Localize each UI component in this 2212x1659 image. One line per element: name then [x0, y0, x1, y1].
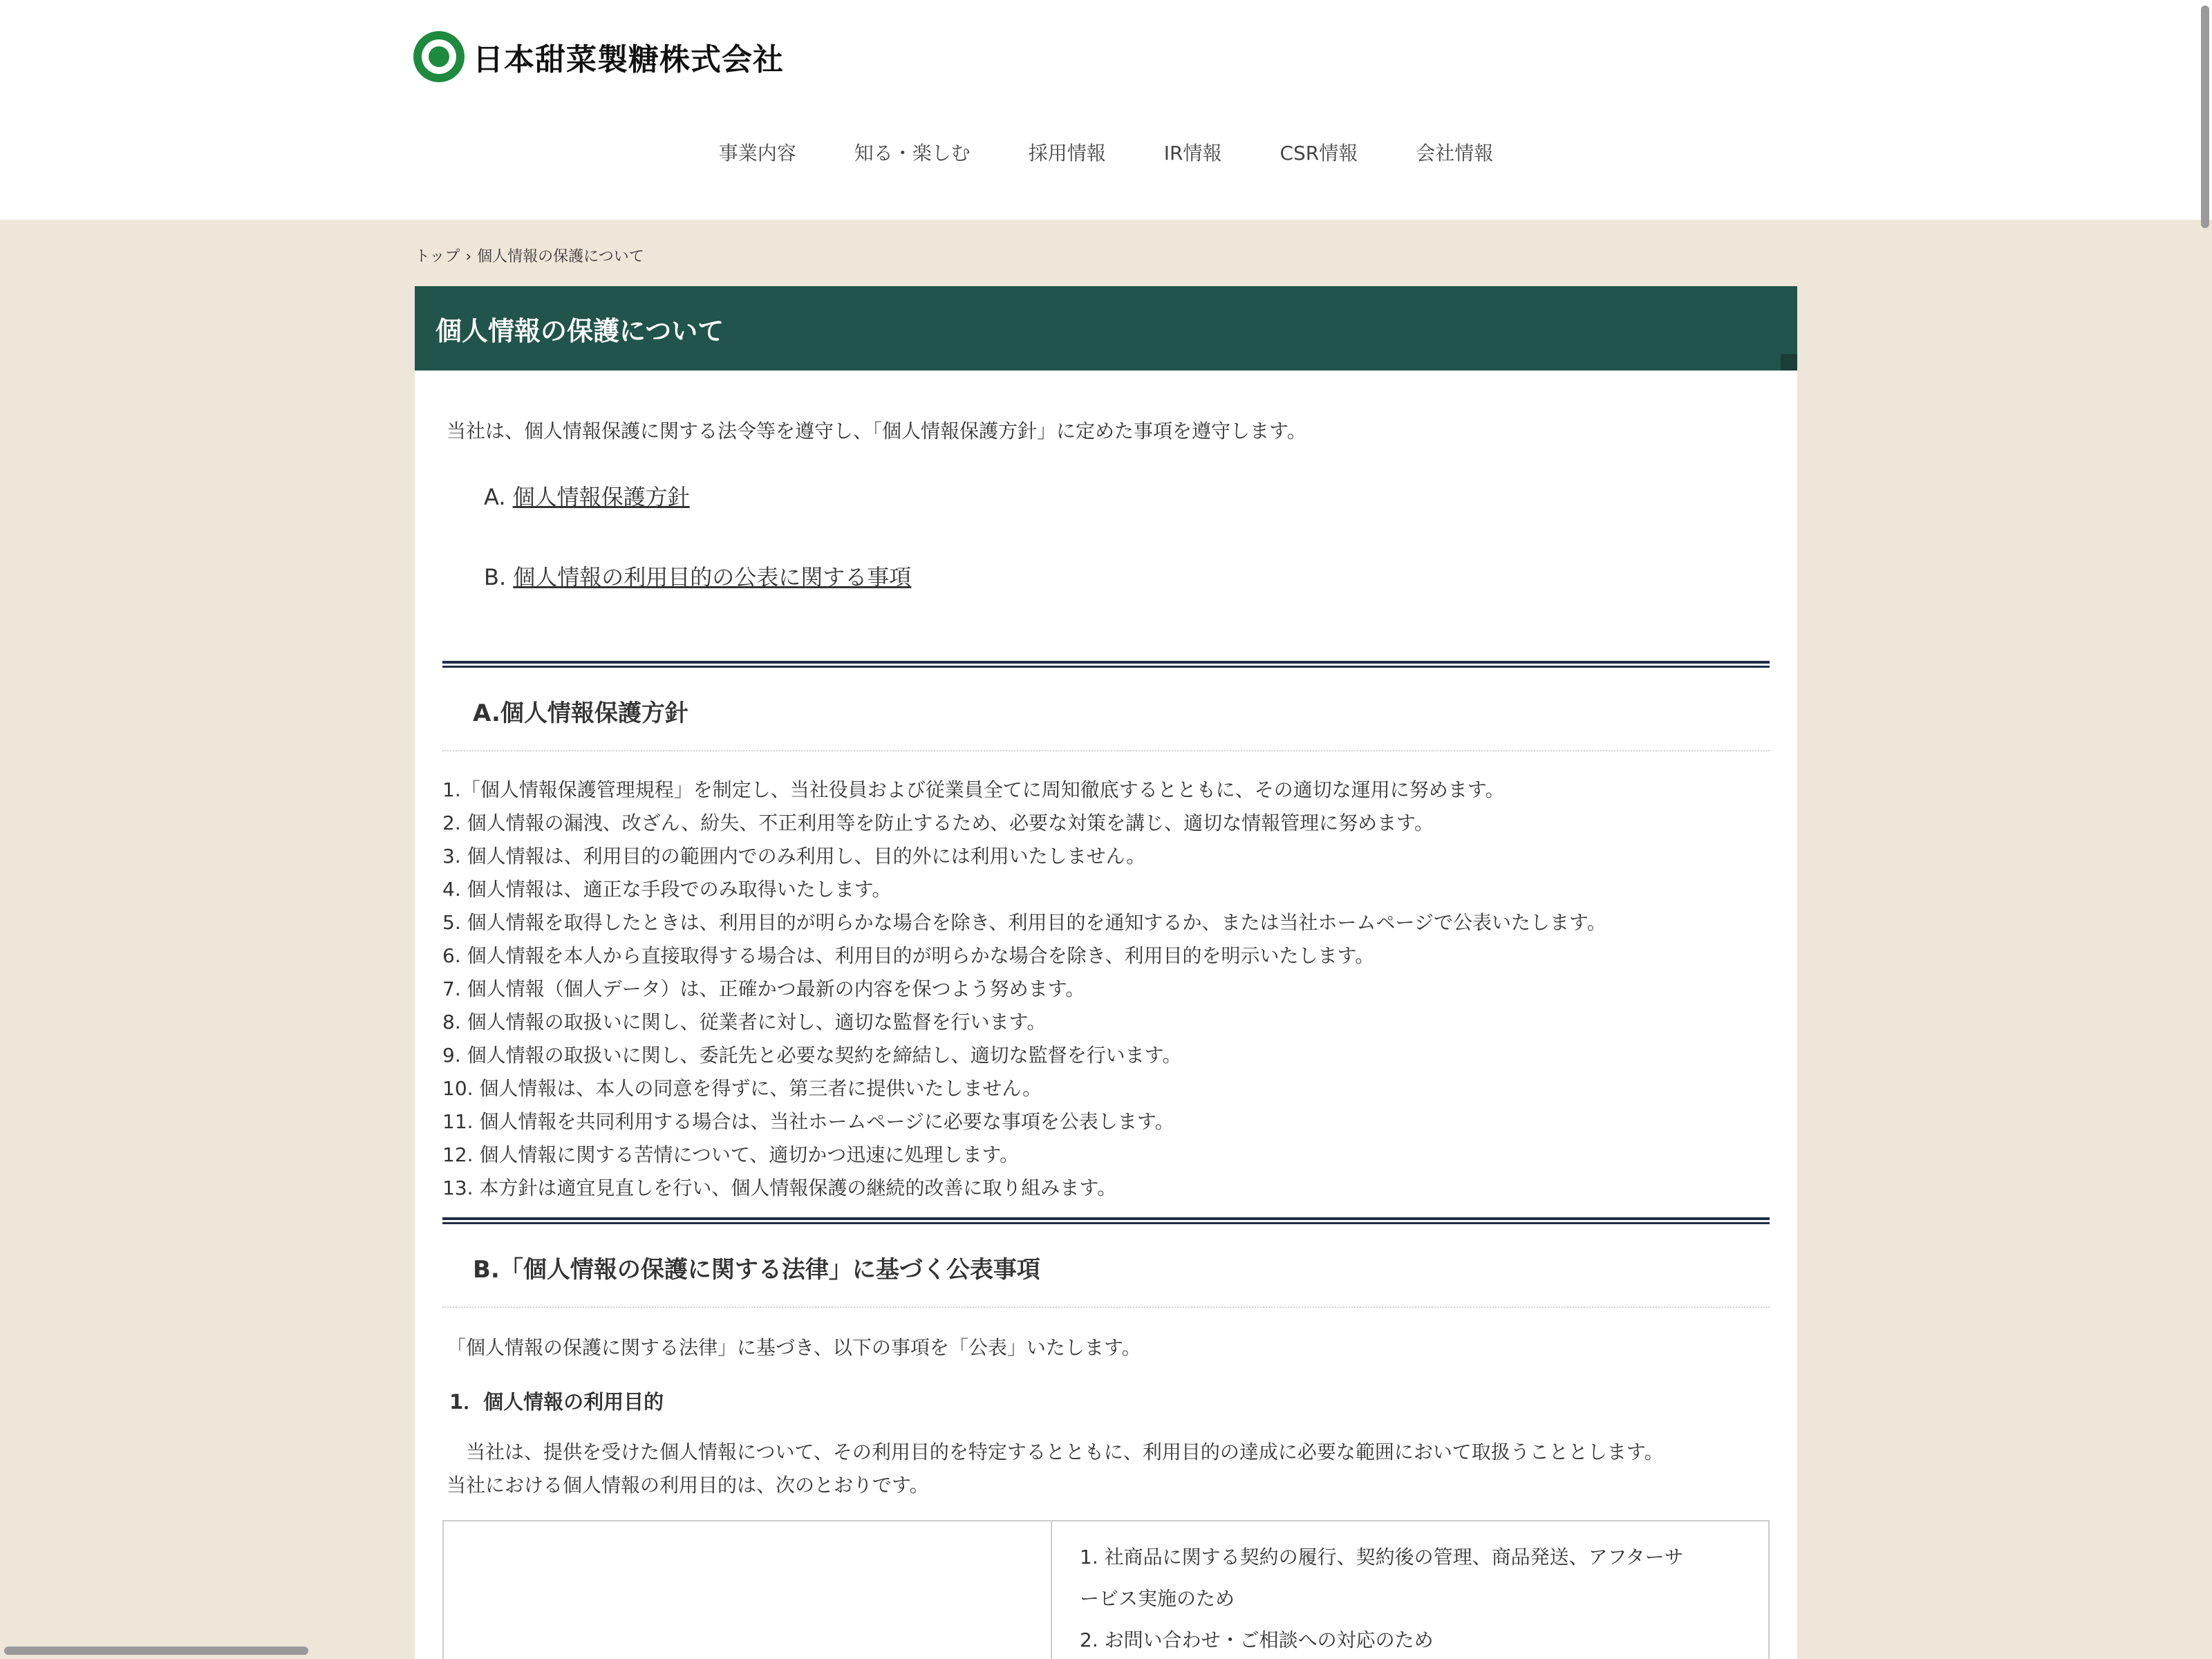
breadcrumb-current: 個人情報の保護について	[477, 248, 644, 265]
policy-item: 4. 個人情報は、適正な手段でのみ取得いたします。	[442, 878, 892, 901]
breadcrumb	[415, 245, 644, 266]
table-cell-purposes	[1051, 1521, 1769, 1659]
anchor-prefix: A.	[484, 484, 506, 510]
anchor-prefix: B.	[484, 564, 507, 590]
anchor-link-purpose-disclosure[interactable]: 個人情報の利用目的の公表に関する事項	[513, 564, 912, 590]
purpose-item: 2. お問い合わせ・ご相談への対応のため	[1080, 1629, 1434, 1651]
global-nav	[0, 138, 2212, 166]
policy-item: 7. 個人情報（個人データ）は、正確かつ最新の内容を保つよう努めます。	[442, 977, 1085, 1000]
policy-item: 3. 個人情報は、利用目的の範囲内でのみ利用し、目的外には利用いたしません。	[442, 845, 1146, 868]
nav-learn-enjoy[interactable]: 知る・楽しむ	[854, 142, 971, 165]
nav-recruit[interactable]: 採用情報	[1028, 142, 1106, 165]
section-b-heading: B.「個人情報の保護に関する法律」に基づく公表事項	[442, 1224, 1770, 1308]
main-content	[415, 286, 1797, 1659]
site-header	[0, 0, 2212, 220]
purpose-item: ービス実施のため	[1080, 1587, 1235, 1610]
purpose-subheading: 1．個人情報の利用目的	[449, 1390, 664, 1414]
policy-item: 1.「個人情報保護管理規程」を制定し、当社役員および従業員全てに周知徹底するとともに、その適切な運用に努めます。	[442, 778, 1505, 801]
breadcrumb-separator: ›	[465, 248, 472, 265]
policy-item: 10. 個人情報は、本人の同意を得ずに、第三者に提供いたしません。	[442, 1077, 1042, 1100]
anchor-link-privacy-policy[interactable]: 個人情報保護方針	[512, 484, 690, 510]
policy-item: 13. 本方針は適宜見直しを行い、個人情報保護の継続的改善に取り組みます。	[442, 1177, 1117, 1199]
anchor-item-b	[484, 560, 1770, 592]
table-cell-category	[443, 1521, 1051, 1659]
breadcrumb-home[interactable]: トップ	[415, 248, 460, 265]
company-logo[interactable]	[413, 30, 784, 83]
policy-list	[442, 774, 1770, 1205]
purpose-table	[442, 1520, 1770, 1659]
policy-item: 8. 個人情報の取扱いに関し、従業者に対し、適切な監督を行います。	[442, 1011, 1047, 1033]
vertical-scrollbar[interactable]	[2201, 6, 2209, 228]
purpose-text	[447, 1436, 1770, 1502]
nav-business[interactable]: 事業内容	[718, 142, 796, 165]
page-title: 個人情報の保護について	[435, 315, 724, 346]
anchor-item-a	[484, 480, 1770, 512]
section-b-intro: 「個人情報の保護に関する法律」に基づき、以下の事項を「公表」いたします。	[447, 1336, 1141, 1359]
policy-item: 12. 個人情報に関する苦情について、適切かつ迅速に処理します。	[442, 1143, 1020, 1166]
horizontal-scrollbar[interactable]	[4, 1647, 308, 1655]
purpose-line: 当社における個人情報の利用目的は、次のとおりです。	[447, 1474, 929, 1497]
section-divider	[442, 661, 1770, 668]
title-corner-decoration	[1781, 354, 1797, 371]
policy-item: 6. 個人情報を本人から直接取得する場合は、利用目的が明らかな場合を除き、利用目的を明示いたします。	[442, 944, 1375, 967]
page-title-bar	[415, 286, 1797, 371]
nav-csr[interactable]: CSR情報	[1280, 142, 1358, 165]
nav-ir[interactable]: IR情報	[1163, 142, 1222, 165]
policy-item: 2. 個人情報の漏洩、改ざん、紛失、不正利用等を防止するため、必要な対策を講じ、適切な情報管理に努めます。	[442, 812, 1434, 834]
intro-text: 当社は、個人情報保護に関する法令等を遵守し、「個人情報保護方針」に定めた事項を遵守します。	[447, 420, 1306, 442]
section-a-heading: A.個人情報保護方針	[442, 668, 1770, 751]
content-body	[415, 416, 1797, 1659]
purpose-line: 当社は、提供を受けた個人情報について、その利用目的を特定するとともに、利用目的の達成に必要な範囲において取扱うこととします。	[466, 1441, 1664, 1463]
section-divider	[442, 1217, 1770, 1224]
company-emblem-icon	[413, 31, 465, 82]
policy-item: 9. 個人情報の取扱いに関し、委託先と必要な契約を締結し、適切な監督を行います。	[442, 1044, 1182, 1067]
policy-item: 11. 個人情報を共同利用する場合は、当社ホームページに必要な事項を公表します。	[442, 1110, 1174, 1133]
company-name: 日本甜菜製糖株式会社	[473, 42, 784, 77]
anchor-list	[484, 480, 1770, 592]
table-row	[443, 1521, 1769, 1659]
policy-item: 5. 個人情報を取得したときは、利用目的が明らかな場合を除き、利用目的を通知するか、または当社ホームページで公表いたします。	[442, 911, 1606, 934]
nav-company[interactable]: 会社情報	[1416, 142, 1494, 165]
purpose-item: 1. 社商品に関する契約の履行、契約後の管理、商品発送、アフターサ	[1080, 1546, 1684, 1568]
